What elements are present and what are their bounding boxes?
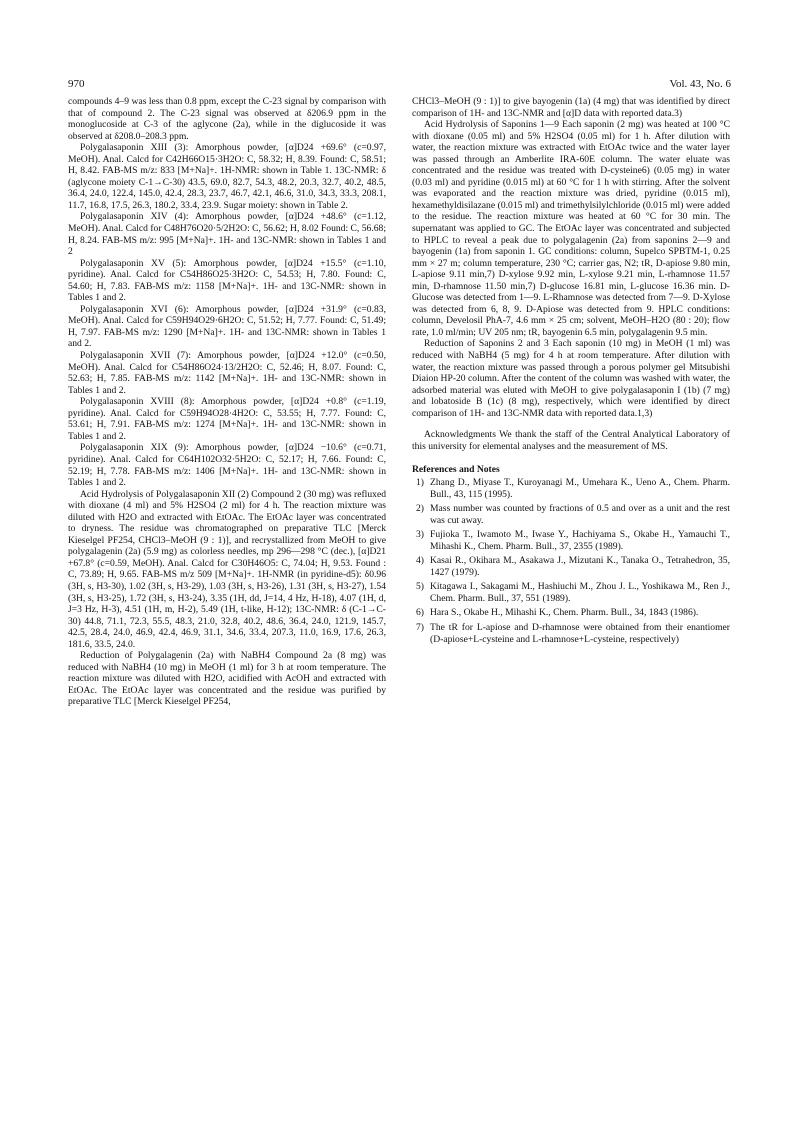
paragraph: CHCl3–MeOH (9 : 1)] to give bayogenin (1a) (4 mg) that was identified by direct comparison of 1H- and 13C-NMR and [α]D data with reported data.3) <box>412 96 730 119</box>
references-heading: References and Notes <box>412 464 500 476</box>
compound-8-data: Polygalasaponin XVIII (8): Amorphous powder, [α]D24 +0.8° (c=1.19, pyridine). Anal. Calcd for C59H94O28·4H2O: C, 53.55; H, 7.77. Found: C, 53.61; H, 7.91. FAB-MS m/z: 1274 [M+Na]+. 1H- and 13C-NMR: shown in Tables 1 and 2. <box>68 396 386 442</box>
references-list <box>412 477 730 645</box>
reference-item: 7) The tR for L-apiose and D-rhamnose were obtained from their enantiomer (D-apiose+L-cysteine and L-rhamnose+L-cysteine, respectively) <box>416 621 730 645</box>
paragraph: compounds 4–9 was less than 0.8 ppm, except the C-23 signal by comparison with that of compound 2. The C-23 signal was observed at δ206.9 ppm in the monoglucoside at C-3 of the aglycone (2a), while in the diglucoside it was observed at δ208.0–208.3 ppm. <box>68 96 386 142</box>
right-column <box>412 96 730 648</box>
reference-item: 2) Mass number was counted by fractions of 0.5 and over as a unit and the rest was cut away. <box>416 503 730 526</box>
compound-9-data: Polygalasaponin XIX (9): Amorphous powder, [α]D24 −10.6° (c=0.71, pyridine). Anal. Calcd for C64H102O32·5H2O: C, 52.17; H, 7.66. Found: C, 52.19; H, 7.78. FAB-MS m/z: 1406 [M+Na]+. 1H- and 13C-NMR: shown in Tables 1 and 2. <box>68 442 386 489</box>
reference-item: 6) Hara S., Okabe H., Mihashi K., Chem. Pharm. Bull., 34, 1843 (1986). <box>416 607 699 619</box>
compound-6-data: Polygalasaponin XVI (6): Amorphous powder, [α]D24 +31.9° (c=0.83, MeOH). Anal. Calcd for C59H94O29·6H2O: C, 51.52; H, 7.77. Found: C, 51.49; H, 7.97. FAB-MS m/z: 1290 [M+Na]+. 1H- and 13C-NMR: shown in Tables 1 and 2. <box>68 303 386 350</box>
reference-item: 1) Zhang D., Miyase T., Kuroyanagi M., Umehara K., Ueno A., Chem. Pharm. Bull., 43, 115 (1995). <box>416 476 730 500</box>
acknowledgments: Acknowledgments We thank the staff of the Central Analytical Laboratory of this university for elemental analyses and the measurement of MS. <box>412 429 730 452</box>
acid-hydrolysis-saponins-section: Acid Hydrolysis of Saponins 1—9 Each saponin (2 mg) was heated at 100 °C with dioxane (0.05 ml) and 5% H2SO4 (0.05 ml) for 1 h. After dilution with water, the reaction mixture was extracted with EtOAc twice and the water layer was passed through an Amberlite IRA-60E column. The water eluate was concentrated and the residue was treated with D-cysteine6) (0.05 mg) in water (0.03 ml) and pyridine (0.015 ml) at 60 °C for 1 h with stirring. After the solvent was evaporated and the reaction mixture was dried, pyridine (0.015 ml), hexamethyldisilazane (0.015 ml) and trimethylsilylchloride (0.015 ml) were added to the residue. The reaction mixture was heated at 60 °C for 30 min. The supernatant was applied to GC. The EtOAc layer was concentrated and subjected to HPLC to reveal a peak due to polygalagenin (2a) from saponins 2—9 and bayogenin (1a) from saponin 1. GC conditions: column, Supelco SPBTM-1, 0.25 mm × 27 m; column temperature, 230 °C; carrier gas, N2; tR, D-apiose 9.80 min, L-apiose 9.11 min,7) D-xylose 9.92 min, L-xylose 9.21 min, L-rhamnose 11.57 min, D-rhamnose 11.50 min,7) D-glucose 16.81 min, L-glucose 16.36 min. D-Glucose was detected from 1—9. L-Rhamnose was detected from 7—9. D-Xylose was detected from 6, 8, 9. D-Apiose was detected from 9. HPLC conditions: column, Develosil PhA-7, 4.6 mm × 25 cm; solvent, MeOH–H2O (80 : 20); flow rate, 1.0 ml/min; UV 205 nm; tR, bayogenin 6.5 min, polygalagenin 9.5 min. <box>412 119 730 338</box>
reduction-saponins-section: Reduction of Saponins 2 and 3 Each saponin (10 mg) in MeOH (1 ml) was reduced with NaBH4 (5 mg) for 4 h at room temperature. After dilution with water, the reaction mixture was passed through a porous polymer gel Mitsubishi Diaion HP-20 column. After the content of the column was washed with water, the adsorbed material was eluted with MeOH to give polygalasaponin I (1b) (7 mg) and lobatoside B (1c) (8 mg), respectively, which were identified by direct comparison of 1H- and 13C-NMR data with reported data.1,3) <box>412 338 730 419</box>
reference-item: 5) Kitagawa I., Sakagami M., Hashiuchi M., Zhou J. L., Yoshikawa M., Ren J., Chem. Pharm. Bull., 37, 551 (1989). <box>416 581 730 604</box>
reduction-2a-section: Reduction of Polygalagenin (2a) with NaBH4 Compound 2a (8 mg) was reduced with NaBH4 (10 mg) in MeOH (1 ml) for 3 h at room temperature. The reaction mixture was diluted with H2O, acidified with AcOH and extracted with EtOAc. The EtOAc layer was concentrated and the residue was purified by preparative TLC [Merck Kieselgel PF254, <box>68 650 386 708</box>
left-column <box>68 96 386 708</box>
compound-5-data: Polygalasaponin XV (5): Amorphous powder, [α]D24 +15.5° (c=1.10, pyridine). Anal. Calcd for C54H86O25·3H2O: C, 54.53; H, 7.80. Found: C, 54.60; H, 7.83. FAB-MS m/z: 1158 [M+Na]+. 1H- and 13C-NMR: shown in Tables 1 and 2. <box>68 257 386 304</box>
reference-item: 3) Fujioka T., Iwamoto M., Iwase Y., Hachiyama S., Okabe H., Yamauchi T., Mihashi K., Chem. Pharm. Bull., 37, 2355 (1989). <box>416 529 730 552</box>
reference-item: 4) Kasai R., Okihara M., Asakawa J., Mizutani K., Tanaka O., Tetrahedron, 35, 1427 (1979). <box>416 555 730 578</box>
compound-4-data: Polygalasaponin XIV (4): Amorphous powder, [α]D24 +48.6° (c=1.12, MeOH). Anal. Calcd for C48H76O20·5/2H2O: C, 56.62; H, 8.02 Found: C, 56.68; H, 8.24. FAB-MS m/z: 995 [M+Na]+. 1H- and 13C-NMR: shown in Tables 1 and 2 <box>68 211 386 258</box>
journal-volume: Vol. 43, No. 6 <box>669 78 731 90</box>
page-number: 970 <box>68 78 85 90</box>
compound-3-data: Polygalasaponin XIII (3): Amorphous powder, [α]D24 +69.6° (c=0.97, MeOH). Anal. Calcd for C42H66O15·3H2O: C, 58.32; H, 8.39. Found: C, 58.51; H, 8.42. FAB-MS m/z: 833 [M+Na]+. 1H-NMR: shown in Table 1. 13C-NMR: δ (aglycone moiety C-1→C-30) 43.5, 69.0, 82.7, 54.3, 48.2, 20.3, 32.7, 40.2, 48.5, 36.4, 24.0, 122.4, 145.0, 42.4, 28.3, 23.7, 46.7, 42.1, 46.6, 31.0, 34.3, 33.3, 208.1, 11.7, 16.8, 17.5, 26.3, 180.2, 33.4, 23.9. Sugar moiety: shown in Table 2. <box>68 142 386 211</box>
acid-hydrolysis-section: Acid Hydrolysis of Polygalasaponin XII (2) Compound 2 (30 mg) was refluxed with dioxane (4 ml) and 5% H2SO4 (2 ml) for 4 h. The reaction mixture was diluted with H2O and extracted with EtOAc. The EtOAc layer was concentrated to dryness. The residue was chromatographed on preparative TLC [Merck Kieselgel PF254, CHCl3–MeOH (9 : 1)], and recrystallized from MeOH to give polygalagenin (2a) (5.9 mg) as colorless needles, mp 296—298 °C (dec.), [α]D21 +67.8° (c=0.59, MeOH). Anal. Calcd for C30H46O5: C, 74.04; H, 9.53. Found : C, 73.89; H, 9.65. FAB-MS m/z 509 [M+Na]+. 1H-NMR (in pyridine-d5): δ0.96 (3H, s, H3-30), 1.02 (3H, s, H3-29), 1.03 (3H, s, H3-26), 1.31 (3H, s, H3-27), 1.54 (3H, s, H3-25), 1.72 (3H, s, H3-24), 3.35 (1H, dd, J=14, 4 Hz, H-18), 4.07 (1H, d, J=3 Hz, H-3), 4.51 (1H, m, H-2), 5.49 (1H, t-like, H-12); 13C-NMR: δ (C-1→C-30) 44.8, 71.1, 72.3, 55.5, 48.3, 21.0, 32.8, 40.2, 48.6, 36.4, 24.0, 121.9, 145.7, 42.5, 28.4, 24.0, 46.9, 42.4, 46.9, 31.1, 34.6, 33.4, 207.3, 11.0, 16.9, 17.6, 26.3, 181.6, 33.5, 24.0. <box>68 488 386 650</box>
compound-7-data: Polygalasaponin XVII (7): Amorphous powder, [α]D24 +12.0° (c=0.50, MeOH). Anal. Calcd for C54H86O24·13/2H2O: C, 52.46; H, 8.07. Found: C, 52.63; H, 7.85. FAB-MS m/z: 1142 [M+Na]+. 1H- and 13C-NMR: shown in Tables 1 and 2. <box>68 350 386 396</box>
